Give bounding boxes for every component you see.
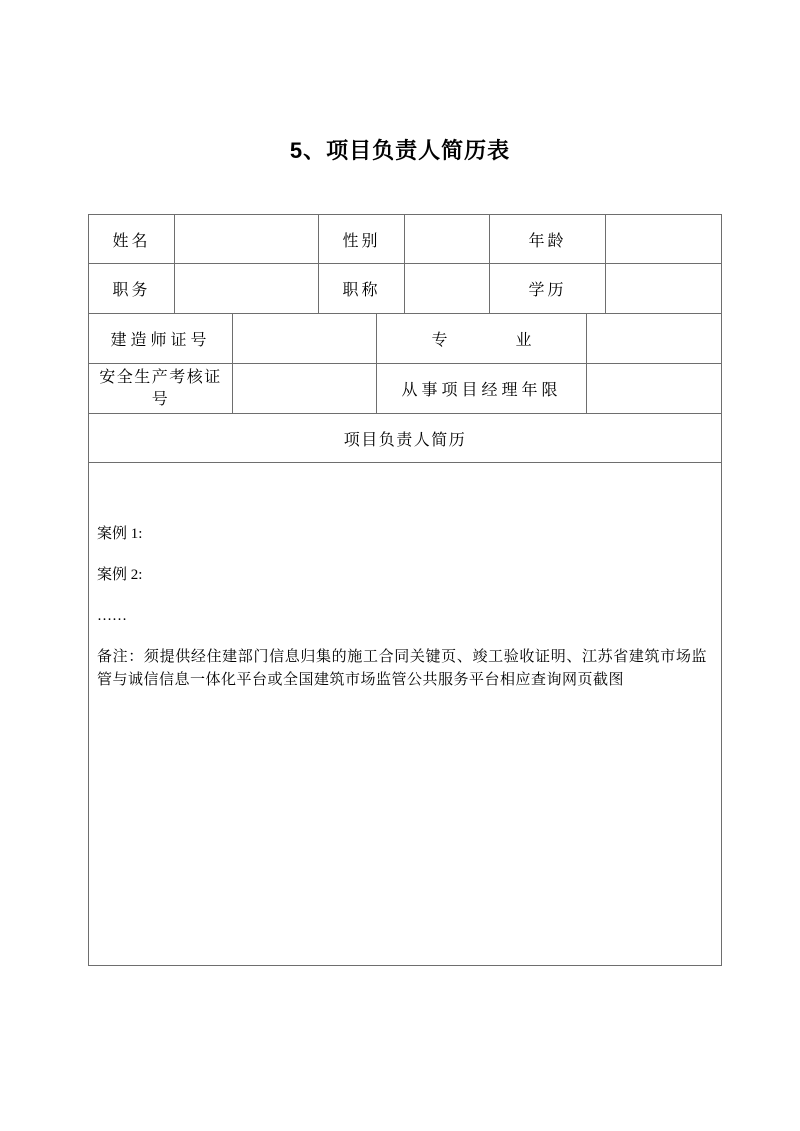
prof-title-value-cell: [405, 264, 490, 313]
position-value-cell: [175, 264, 319, 313]
age-value-cell: [606, 215, 721, 263]
table-row-resume-content: [89, 463, 721, 965]
gender-label-cell: [319, 215, 405, 263]
prof-title-label: 职称: [342, 282, 381, 299]
builder-cert-value-cell: [233, 314, 377, 363]
page-title: 5、项目负责人简历表: [289, 138, 511, 163]
major-label: 专业: [431, 332, 532, 349]
name-label: 姓名: [112, 232, 151, 250]
gender-label: 性别: [342, 232, 381, 250]
age-label-cell: [490, 215, 606, 263]
pm-years-label: 从事项目经理年限: [401, 382, 562, 399]
education-value-cell: [606, 264, 721, 313]
age-label: 年龄: [528, 232, 567, 250]
table-row-builder-cert-major: [89, 314, 721, 364]
gender-value-cell: [405, 215, 490, 263]
pm-years-label-cell: [377, 364, 587, 413]
major-value-cell: [587, 314, 721, 363]
ellipsis-line: ……: [97, 608, 127, 624]
table-row-safety-cert-pm-years: [89, 364, 721, 414]
builder-cert-label-cell: [89, 314, 233, 363]
name-label-cell: [89, 215, 175, 263]
project-manager-resume-table: [88, 214, 722, 966]
position-label-cell: [89, 264, 175, 313]
major-label-cell: [377, 314, 587, 363]
education-label: 学历: [528, 282, 567, 299]
safety-cert-value-cell: [233, 364, 377, 413]
note-paragraph: 备注：须提供经住建部门信息归集的施工合同关键页、竣工验收证明、江苏省建筑市场监管与诚信信息一体化平台或全国建筑市场监管公共服务平台相应查询网页截图: [97, 649, 707, 688]
builder-cert-label: 建造师证号: [110, 332, 211, 349]
safety-cert-label: 安全生产考核证号: [99, 368, 222, 408]
table-row-resume-section-header: [89, 414, 721, 463]
resume-content-cell: [89, 463, 721, 965]
table-row-position-title-education: [89, 264, 721, 314]
education-label-cell: [490, 264, 606, 313]
table-row-name-gender-age: [89, 215, 721, 264]
safety-cert-label-cell: [89, 364, 233, 413]
case1-line: 案例 1:: [97, 526, 143, 542]
position-label: 职务: [112, 282, 151, 299]
prof-title-label-cell: [319, 264, 405, 313]
name-value-cell: [175, 215, 319, 263]
case2-line: 案例 2:: [97, 567, 143, 583]
pm-years-value-cell: [587, 364, 721, 413]
resume-section-header: 项目负责人简历: [343, 431, 467, 449]
resume-section-header-cell: [89, 414, 721, 462]
